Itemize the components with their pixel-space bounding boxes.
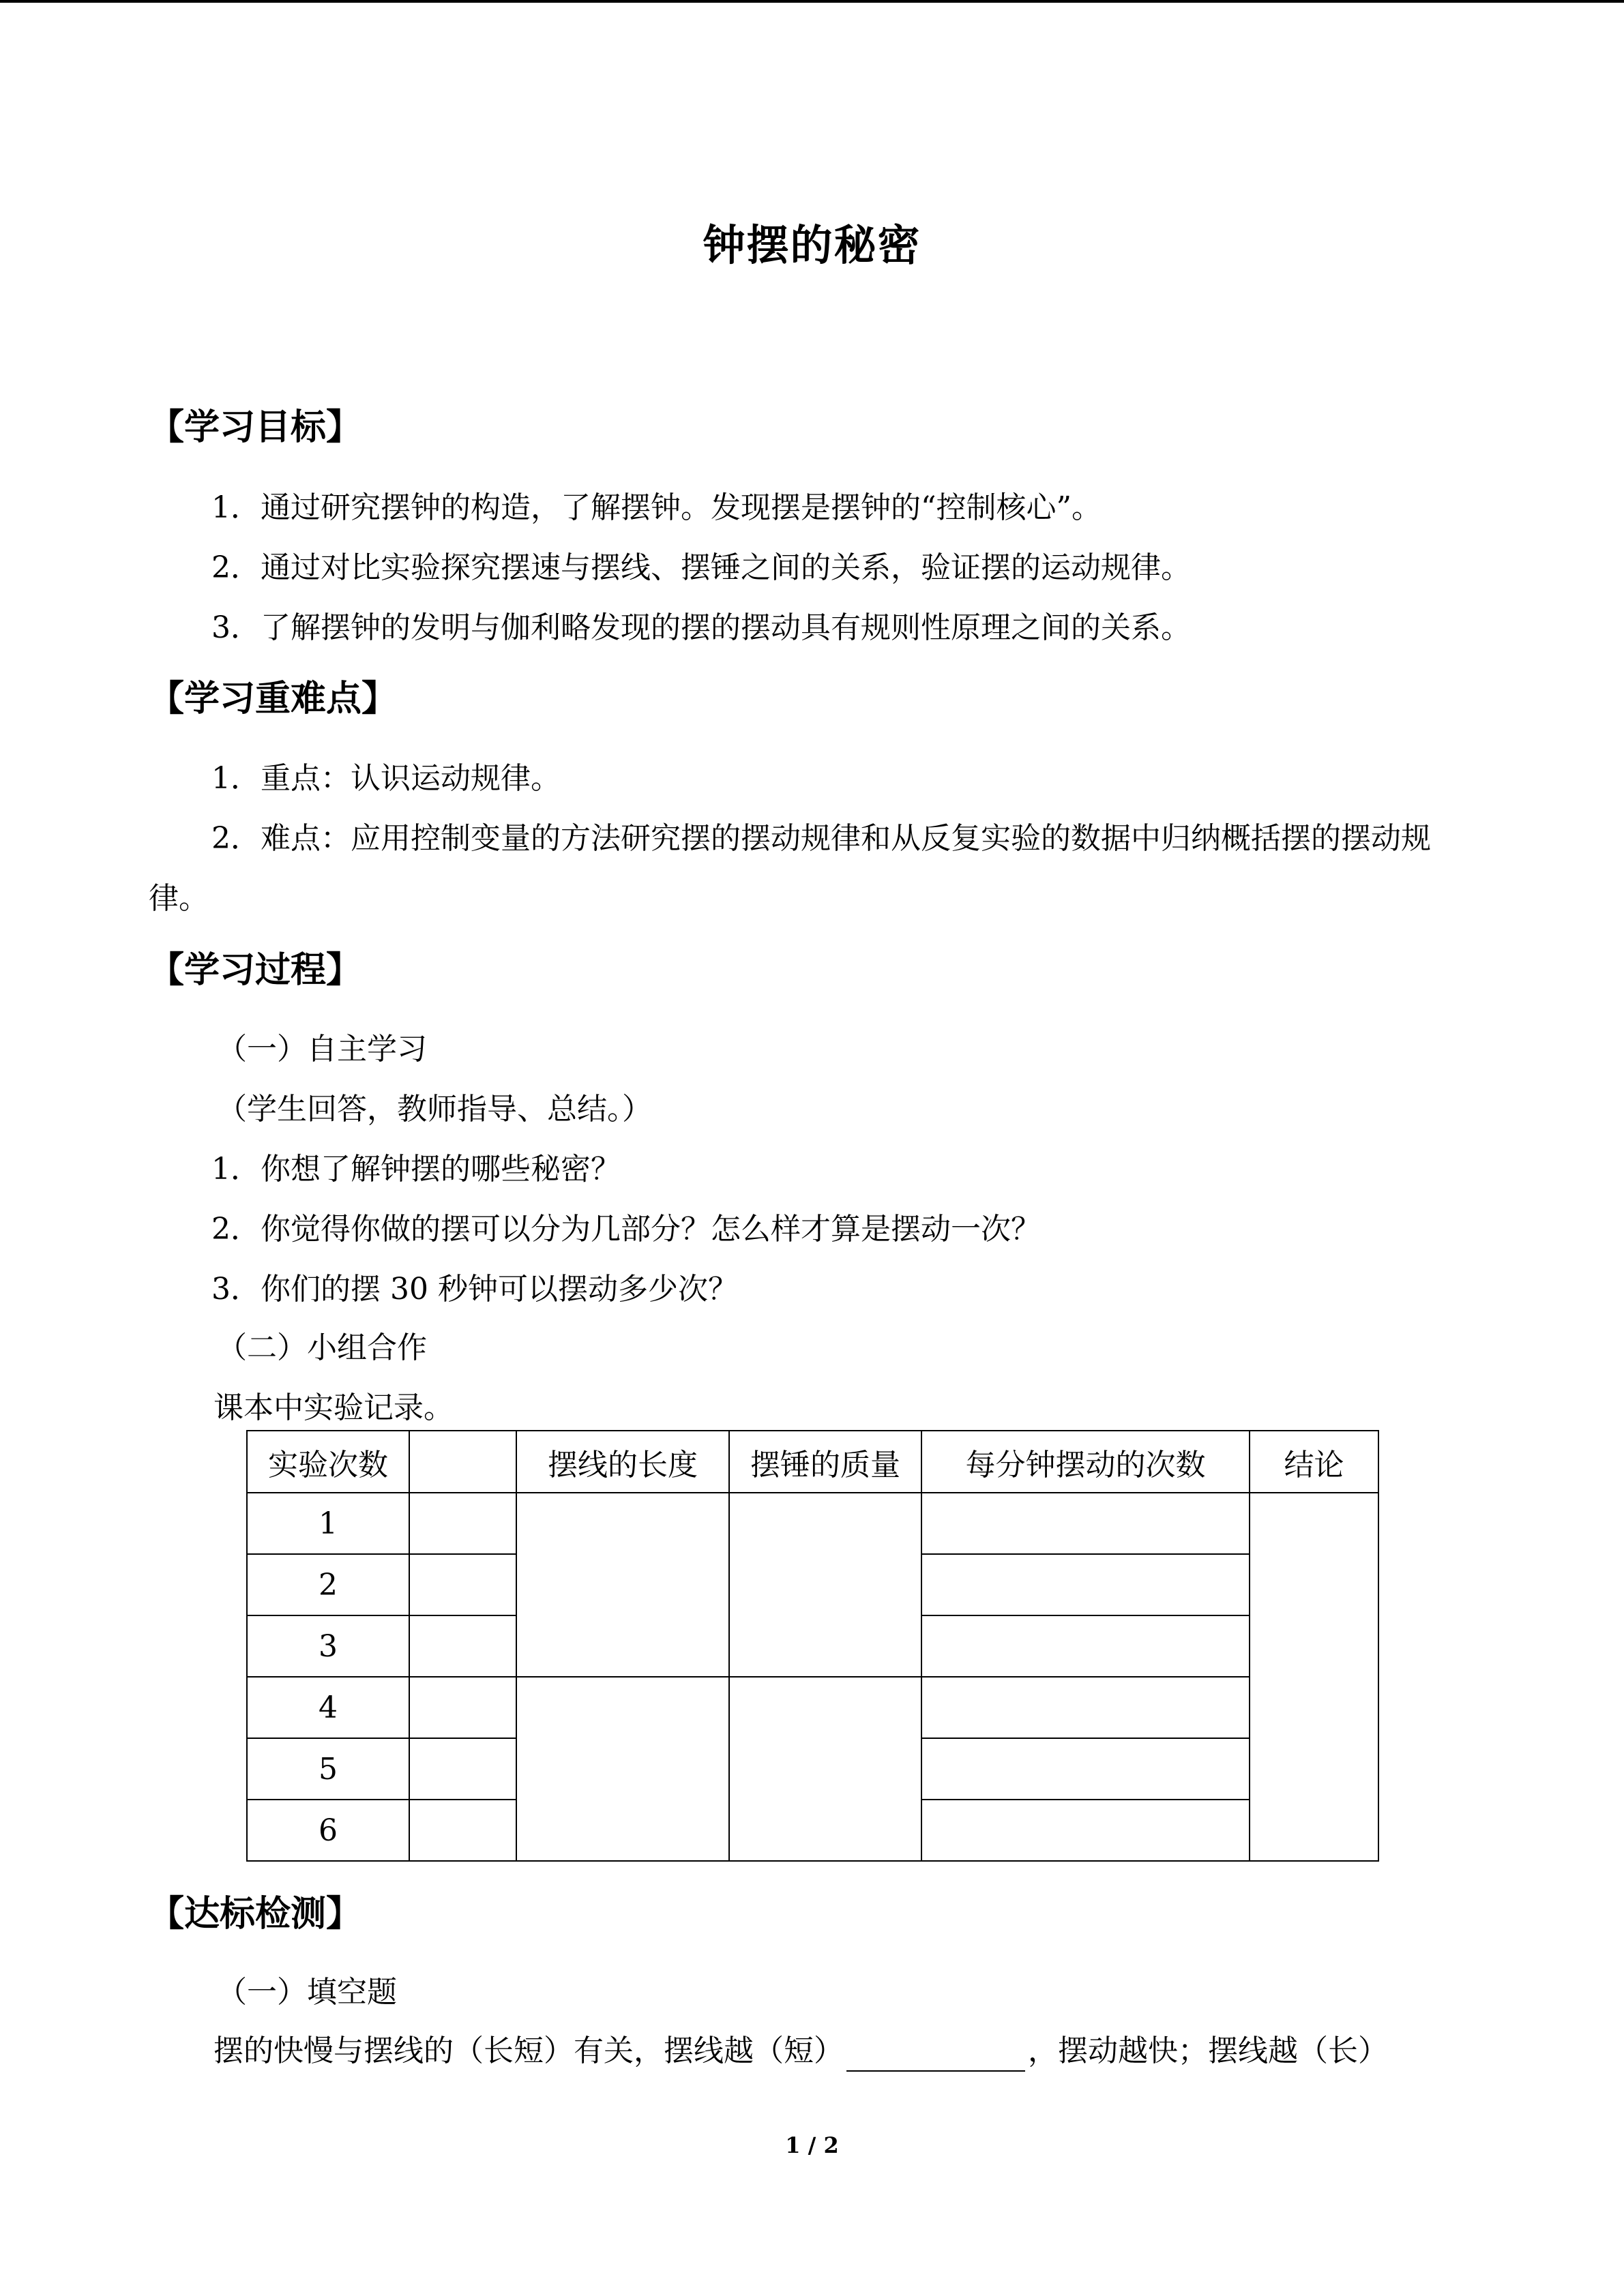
header-swings-per-minute: 每分钟摆动的次数 <box>921 1431 1250 1493</box>
trial-number: 2 <box>247 1554 409 1615</box>
part2-title: （二）小组合作 <box>217 1330 427 1365</box>
swings-cell <box>921 1800 1250 1861</box>
conclusion-cell <box>1250 1493 1378 1861</box>
heading-learning-goals: 【学习目标】 <box>149 406 362 448</box>
blank-cell <box>409 1677 516 1738</box>
page-top-border <box>0 0 1624 3</box>
blank-cell <box>409 1738 516 1800</box>
header-string-length: 摆线的长度 <box>516 1431 729 1493</box>
swings-cell <box>921 1493 1250 1554</box>
page-number: 1 / 2 <box>785 2132 839 2158</box>
table-row <box>247 1677 1378 1738</box>
goal-item-2: 2．通过对比实验探究摆速与摆线、摆锤之间的关系，验证摆的运动规律。 <box>211 550 1191 585</box>
goal-item-1: 1．通过研究摆钟的构造，了解摆钟。发现摆是摆钟的“控制核心”。 <box>211 490 1102 525</box>
blank-cell <box>409 1493 516 1554</box>
trial-number: 1 <box>247 1493 409 1554</box>
swings-cell <box>921 1738 1250 1800</box>
key-point-2: 2．难点：应用控制变量的方法研究摆的摆动规律和从反复实验的数据中归纳概括摆的摆动规律。 <box>149 821 1431 916</box>
trial-number: 4 <box>247 1677 409 1738</box>
blank-cell <box>409 1615 516 1677</box>
trial-number: 5 <box>247 1738 409 1800</box>
goal-item-3: 3．了解摆钟的发明与伽利略发现的摆的摆动具有规则性原理之间的关系。 <box>211 610 1191 645</box>
part2-note: 课本中实验记录。 <box>213 1390 454 1425</box>
fill-blank-question <box>213 2031 1388 2072</box>
swings-cell <box>921 1677 1250 1738</box>
blank-cell <box>409 1800 516 1861</box>
string-length-cell <box>516 1493 729 1677</box>
blank-cell <box>409 1554 516 1615</box>
swings-cell <box>921 1615 1250 1677</box>
question-3: 3．你们的摆 30 秒钟可以摆动多少次？ <box>211 1272 738 1307</box>
fill-blank-title: （一）填空题 <box>217 1975 397 2010</box>
swings-cell <box>921 1554 1250 1615</box>
trial-number: 6 <box>247 1800 409 1861</box>
string-length-cell <box>516 1677 729 1861</box>
key-point-1: 1．重点：认识运动规律。 <box>211 761 561 796</box>
fill-blank-text-after: ，摆动越快；摆线越（长） <box>1028 2033 1388 2068</box>
heading-learning-process: 【学习过程】 <box>149 949 362 991</box>
header-trial-count: 实验次数 <box>247 1431 409 1493</box>
table-row <box>247 1493 1378 1554</box>
table-header-row <box>247 1431 1378 1493</box>
header-conclusion: 结论 <box>1250 1431 1378 1493</box>
document-title: 钟摆的秘密 <box>703 220 921 270</box>
header-blank <box>409 1431 516 1493</box>
part1-note: （学生回答，教师指导、总结。） <box>217 1092 652 1127</box>
answer-blank[interactable] <box>846 2038 1025 2072</box>
experiment-record-table <box>246 1430 1379 1862</box>
bob-mass-cell <box>729 1677 921 1861</box>
bob-mass-cell <box>729 1493 921 1677</box>
part1-title: （一）自主学习 <box>217 1032 427 1067</box>
heading-assessment: 【达标检测】 <box>149 1893 362 1935</box>
trial-number: 3 <box>247 1615 409 1677</box>
question-1: 1．你想了解钟摆的哪些秘密？ <box>211 1152 621 1187</box>
header-bob-mass: 摆锤的质量 <box>729 1431 921 1493</box>
heading-key-points: 【学习重难点】 <box>149 678 398 719</box>
fill-blank-text-before: 摆的快慢与摆线的（长短）有关，摆线越（短） <box>213 2033 844 2068</box>
question-2: 2．你觉得你做的摆可以分为几部分？怎么样才算是摆动一次？ <box>211 1212 1041 1247</box>
